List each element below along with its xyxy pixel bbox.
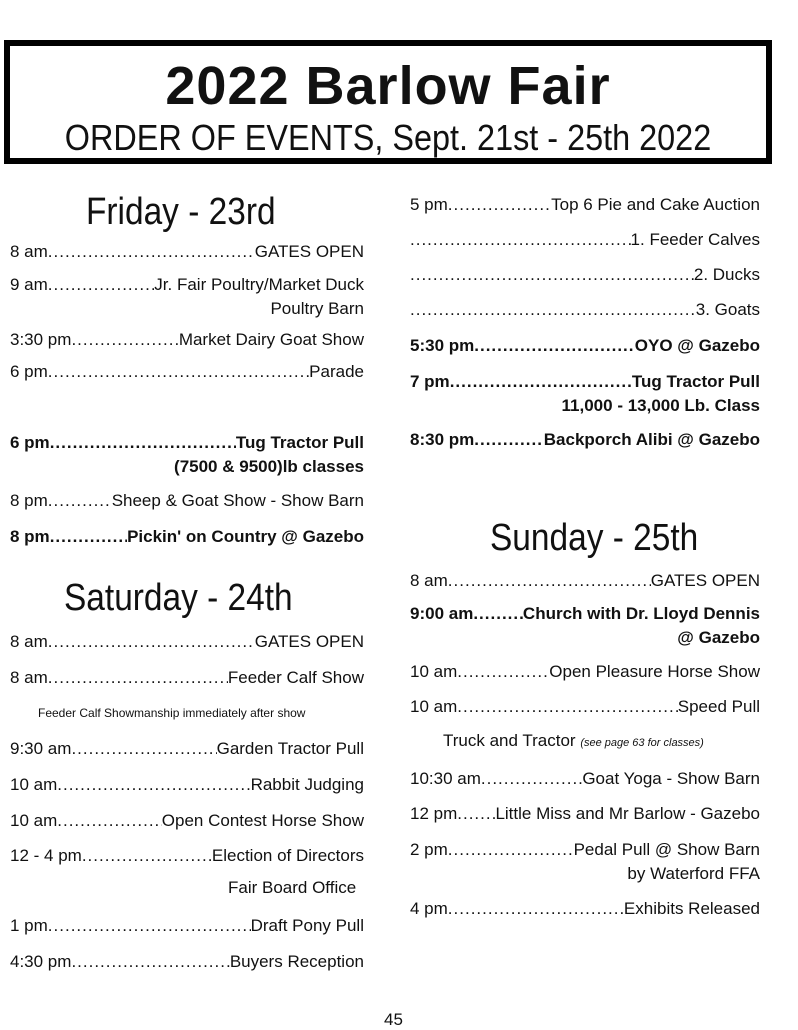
event-row [410, 298, 760, 322]
event-continuation: (7500 & 9500)lb classes [174, 457, 364, 476]
event-time: 8 pm [10, 527, 50, 546]
event-row [10, 240, 364, 264]
event-row [10, 950, 364, 974]
event-row [10, 431, 364, 479]
event-row [410, 193, 760, 217]
event-time: 7 pm [410, 372, 450, 391]
event-text: GATES OPEN [650, 571, 760, 590]
event-row [410, 428, 760, 452]
sunday-heading: Sunday - 25th [490, 517, 699, 559]
event-row [10, 914, 364, 938]
event-time: 8 am [10, 242, 48, 261]
event-text: 2. Ducks [693, 265, 760, 284]
page-subtitle: ORDER OF EVENTS, Sept. 21st - 25th 2022 [64, 117, 712, 158]
event-time: 10 am [10, 811, 58, 830]
event-continuation: by Waterford FFA [627, 864, 760, 883]
event-text: Sheep & Goat Show - Show Barn [111, 491, 364, 510]
event-time: 3:30 pm [10, 330, 72, 349]
event-row [410, 897, 760, 921]
truck-tractor-note [443, 731, 704, 751]
event-text: 3. Goats [695, 300, 760, 319]
event-time: 8 pm [10, 491, 48, 510]
event-row [410, 660, 760, 684]
event-text: Tug Tractor Pull [631, 372, 760, 391]
event-text: Feeder Calf Show [227, 668, 364, 687]
event-row [410, 334, 760, 358]
event-row [410, 802, 760, 826]
event-row [10, 844, 364, 868]
event-text: Pedal Pull @ Show Barn [573, 840, 760, 859]
title-box [4, 40, 772, 164]
event-text: Parade [309, 362, 364, 381]
event-text: Jr. Fair Poultry/Market Duck [154, 275, 364, 294]
event-time: 10 am [410, 697, 458, 716]
event-time: 6 pm [10, 362, 48, 381]
event-row [10, 630, 364, 654]
event-text: Speed Pull [677, 697, 760, 716]
event-time: 1 pm [10, 916, 48, 935]
truck-tractor-classes-note: (see page 63 for classes) [580, 737, 704, 749]
event-time: 6 pm [10, 433, 50, 452]
event-text: Garden Tractor Pull [216, 739, 364, 758]
event-text: Open Contest Horse Show [161, 811, 364, 830]
event-time: 10 am [410, 662, 458, 681]
event-row [410, 767, 760, 791]
event-row [410, 263, 760, 287]
event-text: Open Pleasure Horse Show [549, 662, 760, 681]
event-time: 8 am [10, 668, 48, 687]
event-text: Rabbit Judging [250, 775, 364, 794]
event-row [10, 666, 364, 690]
saturday-heading: Saturday - 24th [64, 577, 293, 619]
event-time: 9 am [10, 275, 48, 294]
event-row [10, 737, 364, 761]
event-time: 8 am [410, 571, 448, 590]
event-text: Top 6 Pie and Cake Auction [551, 195, 760, 214]
event-row [10, 273, 364, 321]
event-time: 5 pm [410, 195, 448, 214]
event-text: Draft Pony Pull [250, 916, 364, 935]
event-time: 8:30 pm [410, 430, 475, 449]
event-row [410, 370, 760, 418]
event-text: GATES OPEN [254, 632, 364, 651]
event-text: Backporch Alibi @ Gazebo [543, 430, 760, 449]
event-continuation: Poultry Barn [270, 299, 364, 318]
event-time: 9:00 am [410, 604, 474, 623]
feeder-note: Feeder Calf Showmanship immediately after show [38, 706, 306, 720]
event-time: 10:30 am [410, 769, 481, 788]
event-text: Goat Yoga - Show Barn [582, 769, 760, 788]
event-row [410, 838, 760, 886]
page-title: 2022 Barlow Fair [165, 56, 611, 116]
event-time: 2 pm [410, 840, 448, 859]
event-row [410, 602, 760, 650]
event-text: Church with Dr. Lloyd Dennis [522, 604, 760, 623]
event-row [410, 569, 760, 593]
event-row [10, 489, 364, 513]
page-number: 45 [384, 1010, 403, 1029]
event-text: 1. Feeder Calves [630, 230, 760, 249]
event-text: Tug Tractor Pull [235, 433, 364, 452]
event-text: Little Miss and Mr Barlow - Gazebo [495, 804, 760, 823]
event-text: Election of Directors [211, 846, 364, 865]
event-time: 4 pm [410, 899, 448, 918]
event-row [10, 328, 364, 352]
event-time: 12 - 4 pm [10, 846, 82, 865]
event-time: 10 am [10, 775, 58, 794]
event-continuation: 11,000 - 13,000 Lb. Class [561, 396, 760, 415]
event-text: GATES OPEN [254, 242, 364, 261]
event-time: 4:30 pm [10, 952, 72, 971]
event-time: 9:30 am [10, 739, 72, 758]
event-continuation: @ Gazebo [677, 628, 760, 647]
truck-tractor-label: Truck and Tractor [443, 731, 576, 750]
event-row [10, 360, 364, 384]
event-text: Market Dairy Goat Show [178, 330, 364, 349]
event-time: 8 am [10, 632, 48, 651]
event-text: Exhibits Released [623, 899, 760, 918]
event-time: 5:30 pm [410, 336, 475, 355]
event-row [410, 695, 760, 719]
event-row [10, 773, 364, 797]
event-text: Buyers Reception [229, 952, 364, 971]
event-row [10, 525, 364, 549]
friday-heading: Friday - 23rd [86, 191, 276, 233]
event-row [10, 809, 364, 833]
fair-board-office: Fair Board Office [228, 878, 357, 897]
event-row [410, 228, 760, 252]
event-time: 12 pm [410, 804, 458, 823]
event-text: OYO @ Gazebo [634, 336, 760, 355]
event-text: Pickin' on Country @ Gazebo [127, 527, 364, 546]
